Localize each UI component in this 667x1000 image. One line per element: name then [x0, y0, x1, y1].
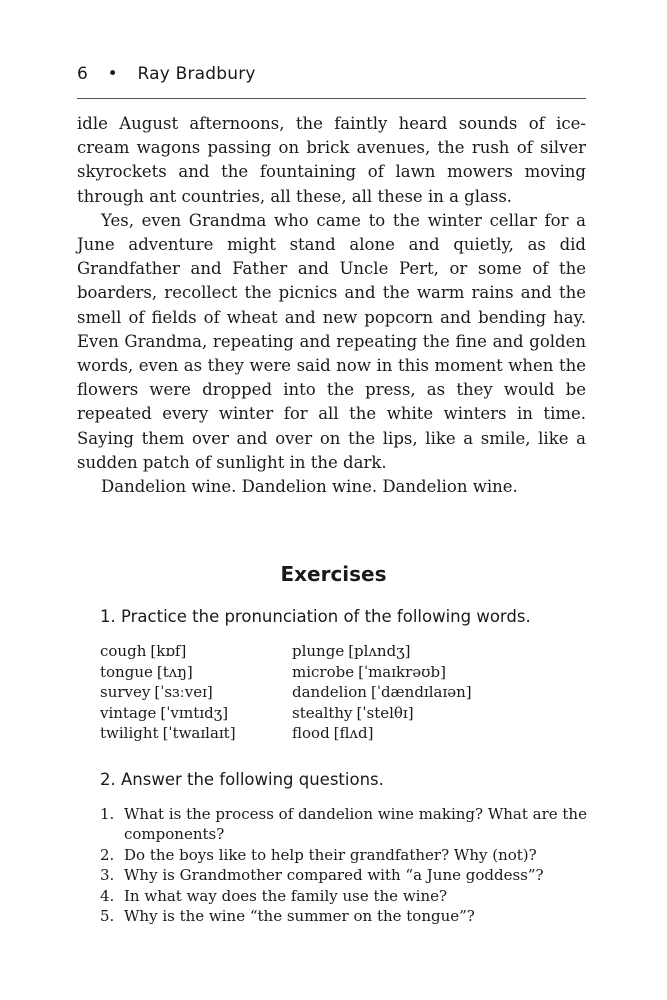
word: plunge [292, 642, 345, 660]
word-entry [292, 723, 472, 744]
transcription: [ˈmaɪkrəʊb] [358, 662, 446, 681]
question-number: 1. [100, 805, 115, 823]
list-item [100, 886, 590, 906]
list-item [100, 804, 590, 845]
task-1-heading: 1. Practice the pronunciation of the following words. [100, 607, 531, 626]
header-separator: • [107, 64, 118, 84]
list-item [100, 845, 590, 865]
word-entry [292, 641, 472, 662]
transcription: [plʌndʒ] [348, 642, 411, 660]
question-text: Why is the wine “the summer on the tongue”? [124, 907, 475, 926]
exercises-title: Exercises [280, 562, 387, 586]
word: survey [100, 683, 151, 702]
question-text: Why is Grandmother compared with “a June goddess”? [124, 866, 544, 885]
paragraph-1: idle August afternoons, the faintly heard sounds of ice-cream wagons passing on brick avenues, the rush of silver skyrockets and the fountaining of lawn mowers moving through ant countries, all these, all these in a glass. [77, 114, 586, 206]
word-entry [100, 662, 236, 683]
transcription: [ˈstelθɪ] [356, 703, 414, 722]
word-entry [100, 723, 236, 744]
question-text: What is the process of dandelion wine making? What are the components? [124, 805, 587, 844]
word: microbe [292, 662, 355, 681]
question-number: 2. [100, 845, 115, 864]
word-entry [100, 641, 236, 662]
running-title: Ray Bradbury [137, 64, 256, 84]
word: flood [292, 724, 330, 743]
running-header [77, 64, 586, 99]
question-text: In what way does the family use the wine? [124, 886, 448, 905]
word: twilight [100, 724, 159, 743]
question-list [100, 804, 590, 926]
word-entry [292, 682, 472, 703]
transcription: [ˈdændɪlaɪən] [370, 683, 472, 702]
word: dandelion [292, 683, 367, 702]
word: vintage [100, 703, 157, 722]
transcription: [ˈtwaɪlaɪt] [162, 724, 236, 743]
word-list-left [100, 641, 236, 744]
refrain-line: Dandelion wine. Dandelion wine. Dandelion wine. [101, 477, 518, 497]
word: cough [100, 642, 147, 660]
transcription: [flʌd] [333, 724, 374, 743]
page-number: 6 [77, 64, 89, 84]
word: stealthy [292, 703, 353, 722]
transcription: [kɒf] [150, 642, 187, 660]
question-text: Do the boys like to help their grandfather? Why (not)? [124, 845, 537, 864]
word-entry [100, 703, 236, 724]
question-number: 4. [100, 886, 115, 905]
word-entry [292, 703, 472, 724]
word-entry [100, 682, 236, 703]
word-list-right [292, 641, 472, 744]
transcription: [ˈsɜːveɪ] [154, 683, 213, 702]
list-item [100, 906, 590, 926]
paragraph-2: Yes, even Grandma who came to the winter cellar for a June adventure might stand alone and quietly, as did Grandfather and Father and Uncle Pert, or some of the boarders, recollect the picnics and the warm rains and the smell of fields of wheat and new popcorn and bending hay. Even Grandma, repeating and repeating the fine and golden words, even as they were said now in this moment when the flowers were dropped into the press, as they would be repeated every winter for all the white winters in time. Saying them over and over on the lips, like a smile, like a sudden patch of sunlight in the dark. [77, 210, 586, 472]
body-text [77, 112, 586, 499]
word-entry [292, 662, 472, 683]
list-item [100, 865, 590, 885]
word: tongue [100, 662, 153, 681]
task-2-heading: 2. Answer the following questions. [100, 770, 384, 789]
transcription: [ˈvɪntɪdʒ] [160, 703, 229, 722]
transcription: [tʌŋ] [156, 662, 193, 681]
question-number: 3. [100, 866, 115, 885]
question-number: 5. [100, 907, 115, 926]
